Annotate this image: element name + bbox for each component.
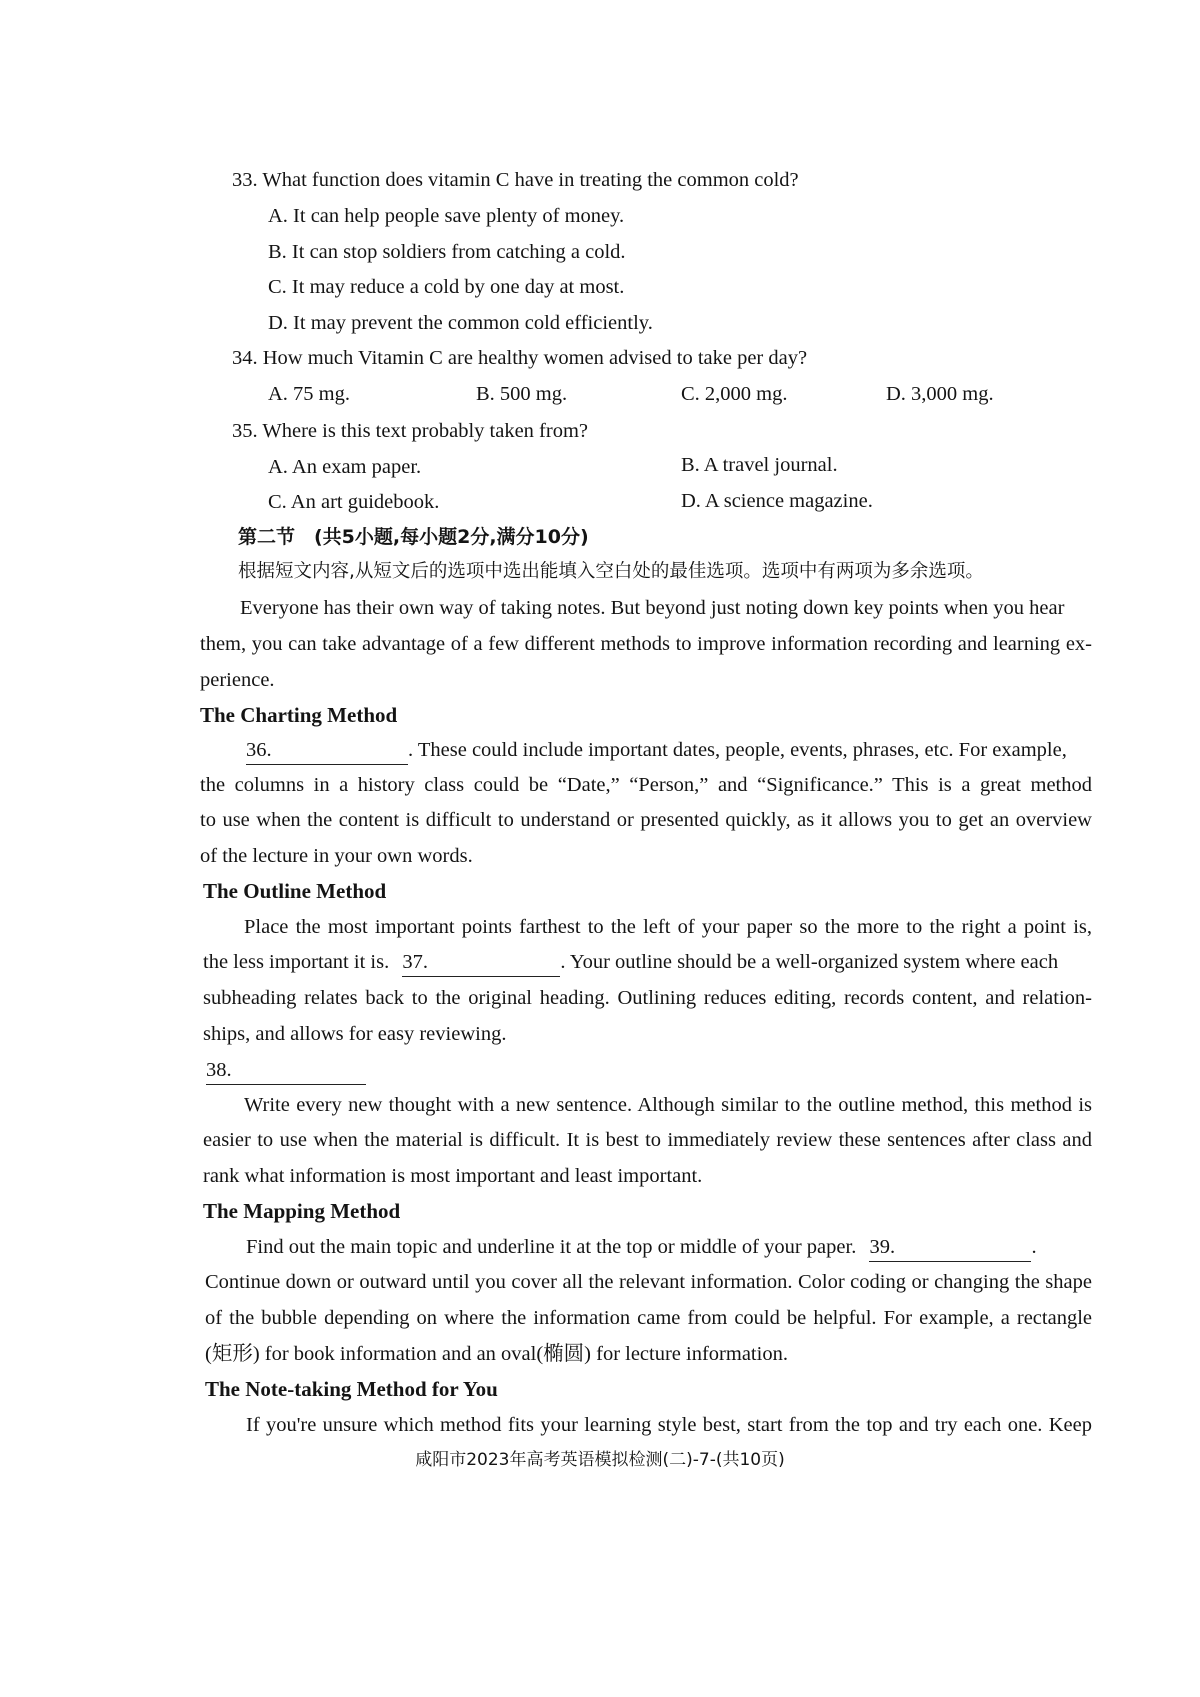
blank-37[interactable] [402, 948, 560, 977]
intro-text-1: Everyone has their own way of taking notes. But beyond just noting down key points when you hear [240, 597, 1065, 619]
q34-option-c: C. 2,000 mg. [681, 383, 788, 405]
heading-charting-method: The Charting Method [200, 703, 398, 727]
outline-text-2b: . Your outline should be a well-organized system where each [560, 951, 1059, 973]
intro-line-1 [240, 594, 1092, 622]
q34-option-d: D. 3,000 mg. [886, 383, 994, 405]
q35-option-a: A. An exam paper. [268, 456, 422, 478]
section-instruction: 根据短文内容,从短文后的选项中选出能填入空白处的最佳选项。选项中有两项为多余选项。 [238, 561, 984, 582]
q33-option-c: C. It may reduce a cold by one day at most. [268, 276, 625, 298]
heading-note-taking-for-you: The Note-taking Method for You [205, 1377, 498, 1401]
heading-blank-38 [206, 1056, 366, 1085]
q35-option-d: D. A science magazine. [681, 490, 873, 512]
charting-line-1 [246, 736, 1067, 765]
intro-line-3: perience. [200, 669, 275, 691]
blank-39[interactable] [869, 1233, 1031, 1262]
blank-39-number: 39. [869, 1236, 896, 1258]
you-line-1: If you're unsure which method fits your learning style best, start from the top and try each one. Keep [246, 1414, 1092, 1436]
charting-line-4: of the lecture in your own words. [200, 845, 473, 867]
heading-outline-method: The Outline Method [203, 879, 387, 903]
q34-option-a: A. 75 mg. [268, 383, 350, 405]
page-footer: 咸阳市2023年高考英语模拟检测(二)-7-(共10页) [415, 1450, 785, 1470]
q35-option-b: B. A travel journal. [681, 454, 838, 476]
section-title: 第二节 (共5小题,每小题2分,满分10分) [238, 526, 589, 548]
charting-text-1: . These could include important dates, people, events, phrases, etc. For example, [408, 739, 1067, 761]
q33-option-b: B. It can stop soldiers from catching a cold. [268, 241, 626, 263]
intro-line-2: them, you can take advantage of a few different methods to improve information recording and learning ex- [200, 633, 1092, 655]
outline-line-4: ships, and allows for easy reviewing. [203, 1023, 507, 1045]
mapping-text-1: Find out the main topic and underline it at the top or middle of your paper. [246, 1236, 857, 1258]
sentence-line-1: Write every new thought with a new sentence. Although similar to the outline method, this method is [244, 1094, 1092, 1116]
q33-option-a: A. It can help people save plenty of money. [268, 205, 625, 227]
charting-line-3: to use when the content is difficult to understand or presented quickly, as it allows you to get an overview [200, 809, 1092, 831]
q33-stem: 33. What function does vitamin C have in treating the common cold? [232, 169, 799, 191]
blank-38[interactable] [206, 1056, 366, 1085]
q35-stem: 35. Where is this text probably taken from? [232, 420, 588, 442]
outline-line-3: subheading relates back to the original heading. Outlining reduces editing, records content, and relation- [203, 987, 1092, 1009]
blank-36-number: 36. [246, 739, 272, 761]
mapping-line-1: Find out the main topic and underline it at the top or middle of your paper. 39. . [246, 1233, 1037, 1262]
mapping-line-2: Continue down or outward until you cover all the relevant information. Color coding or changing the shape [205, 1271, 1092, 1293]
q33-option-d: D. It may prevent the common cold efficiently. [268, 312, 653, 334]
outline-line-1: Place the most important points farthest to the left of your paper so the more to the right a point is, [244, 916, 1092, 938]
outline-text-2a: the less important it is. [203, 951, 390, 973]
charting-line-2: the columns in a history class could be “Date,” “Person,” and “Significance.” This is a great method [200, 774, 1092, 796]
blank-37-number: 37. [402, 951, 428, 973]
blank-38-number: 38. [206, 1059, 232, 1081]
mapping-line-4: (矩形) for book information and an oval(椭圆) for lecture information. [205, 1343, 788, 1365]
q34-stem: 34. How much Vitamin C are healthy women advised to take per day? [232, 347, 808, 369]
blank-36[interactable] [246, 736, 408, 765]
mapping-line-3: of the bubble depending on where the information came from could be helpful. For example, a rectangle [205, 1307, 1092, 1329]
sentence-line-3: rank what information is most important and least important. [203, 1165, 703, 1187]
q34-option-b: B. 500 mg. [476, 383, 568, 405]
sentence-line-2: easier to use when the material is difficult. It is best to immediately review these sentences after class and [203, 1129, 1092, 1151]
outline-line-2 [203, 948, 1058, 977]
heading-mapping-method: The Mapping Method [203, 1199, 401, 1223]
q35-option-c: C. An art guidebook. [268, 491, 440, 513]
